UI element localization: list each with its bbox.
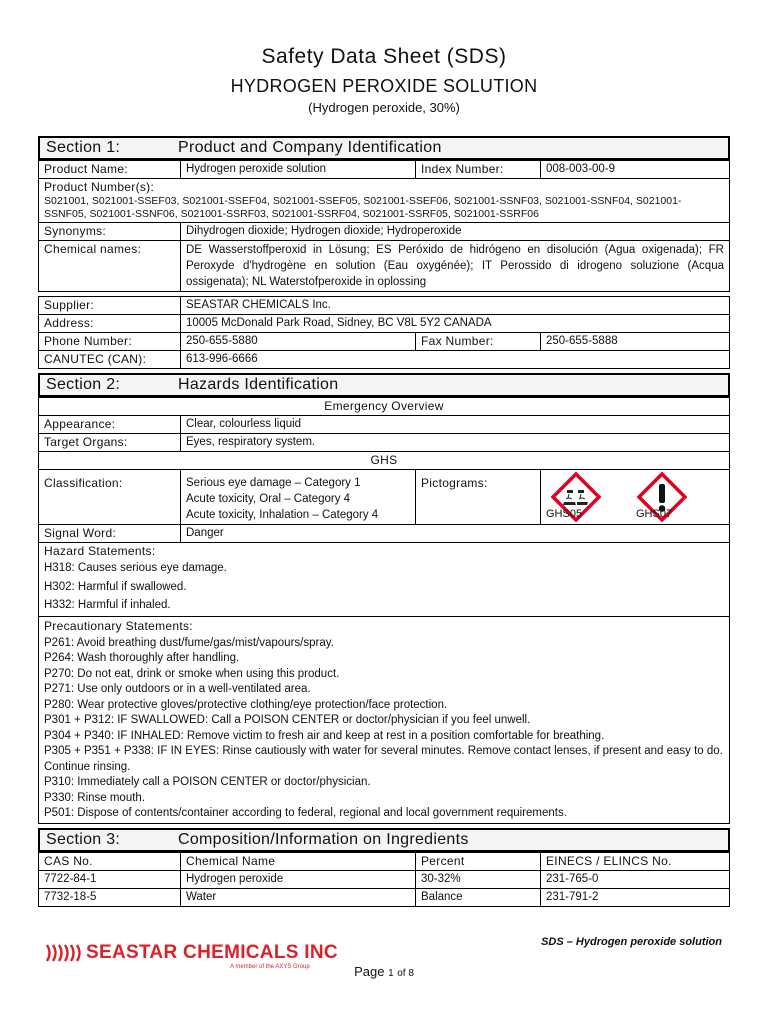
statement-text: IF INHALED: Remove victim to fresh air and keep at rest in a position comfortable for breathing. (114, 729, 605, 742)
precautionary-statement (44, 744, 724, 775)
field-label: CANUTEC (CAN): (39, 351, 181, 369)
hazard-statement (44, 559, 724, 578)
table-row (39, 888, 730, 906)
table-row (39, 315, 730, 333)
pictograms-cell (541, 470, 730, 525)
pictogram-code: GHS07 (636, 508, 673, 520)
column-header: EINECS / ELINCS No. (541, 852, 730, 870)
statement-text: Dispose of contents/container according to federal, regional and local government requirements. (74, 807, 567, 819)
statement-text: Wash thoroughly after handling. (74, 652, 240, 664)
cas-number: 7722-84-1 (39, 870, 181, 888)
company-name: SEASTAR CHEMICALS INC (86, 942, 338, 963)
section-title: Hazards Identification (178, 376, 339, 393)
section-3-header (38, 828, 730, 852)
synonyms-value: Dihydrogen dioxide; Hydrogen dioxide; Hydroperoxide (181, 223, 730, 241)
hazard-statement (44, 596, 724, 615)
statement-code: P264: (44, 652, 75, 664)
statement-text: Immediately call a POISON CENTER or doctor/physician. (74, 776, 371, 788)
precautionary-statement (44, 698, 724, 714)
product-name-value: Hydrogen peroxide solution (181, 161, 416, 179)
table-row (39, 870, 730, 888)
precautionary-statement (44, 806, 724, 822)
table-row (39, 333, 730, 351)
precautionary-statement (44, 791, 724, 807)
einecs-number: 231-791-2 (541, 888, 730, 906)
field-label: Address: (39, 315, 181, 333)
statement-text: Causes serious eye damage. (74, 562, 227, 574)
phone-value: 250-655-5880 (181, 333, 416, 351)
precautionary-statement (44, 729, 724, 745)
table-row (39, 398, 730, 416)
product-heading: HYDROGEN PEROXIDE SOLUTION (230, 76, 538, 96)
classification-item: Acute toxicity, Inhalation – Category 4 (186, 509, 379, 521)
seastar-logo-icon (44, 942, 84, 964)
einecs-number: 231-765-0 (541, 870, 730, 888)
document-title: Safety Data Sheet (SDS) (261, 45, 507, 68)
section-number: Section 2: (46, 376, 121, 393)
section-number: Section 3: (46, 830, 121, 848)
chemical-name: Water (181, 888, 416, 906)
composition-table (38, 852, 730, 907)
document-header (0, 44, 768, 116)
table-row (39, 434, 730, 452)
address-value: 10005 McDonald Park Road, Sidney, BC V8L 5Y2 CANADA (181, 315, 730, 333)
canutec-value: 613-996-6666 (181, 351, 730, 369)
field-label: Fax Number: (416, 333, 541, 351)
chemical-names-value: DE Wasserstoffperoxid in Lösung; ES Peróxido de hidrógeno en disolución (Agua oxigenada); FR Peroxyde d'hydrogène en solution (Eau oxygénée); IT Perossido di idrogeno soluzione (Acqua ossigenata); NL Waterstofperoxide in oplossing (181, 241, 730, 292)
signal-word-value: Danger (181, 525, 730, 543)
statement-text: IF SWALLOWED: Call a POISON CENTER or doctor/physician if you feel unwell. (114, 714, 531, 726)
statement-code: H332: (44, 599, 75, 611)
table-row (39, 297, 730, 315)
product-numbers-cell (39, 179, 730, 223)
document-footer-label: SDS – Hydrogen peroxide solution (541, 936, 722, 948)
table-row (39, 616, 730, 823)
pictogram-code: GHS05 (546, 508, 583, 520)
field-label: Classification: (39, 470, 181, 525)
index-number-value: 008-003-00-9 (541, 161, 730, 179)
table-row (39, 543, 730, 617)
statement-code: H318: (44, 562, 75, 574)
page-number (0, 964, 768, 979)
hazards-table (38, 397, 730, 824)
page-total: of 8 (397, 968, 414, 979)
appearance-value: Clear, colourless liquid (181, 416, 730, 434)
section-number: Section 1: (46, 139, 121, 156)
statement-code: P271: (44, 683, 75, 695)
classification-list (181, 470, 416, 525)
statement-text: Do not eat, drink or smoke when using this product. (74, 667, 340, 680)
statement-code: H302: (44, 580, 75, 593)
hazard-statements-title: Hazard Statements: (44, 544, 156, 558)
precautionary-statement (44, 713, 724, 729)
field-label: Signal Word: (39, 525, 181, 543)
page-current: 1 (388, 968, 394, 979)
precautionary-statement (44, 775, 724, 791)
statement-code: P501: (44, 807, 75, 819)
hazard-statement (44, 578, 724, 597)
section-1-header (38, 136, 730, 160)
field-label: Index Number: (416, 161, 541, 179)
emergency-overview-label: Emergency Overview (39, 398, 730, 416)
target-organs-value: Eyes, respiratory system. (181, 434, 730, 452)
table-row (39, 161, 730, 179)
field-label: Target Organs: (39, 434, 181, 452)
statement-text: IF IN EYES: Rinse cautiously with water for several minutes. Remove contact lenses, if present and easy to do. Continue rinsing. (44, 745, 723, 773)
company-tagline: A member of the AXYS Group (230, 964, 310, 970)
table-row (39, 223, 730, 241)
field-label: Product Name: (39, 161, 181, 179)
field-label: Phone Number: (39, 333, 181, 351)
ghs-label: GHS (39, 452, 730, 470)
precautionary-statements-cell (39, 616, 730, 823)
column-header: Percent (416, 852, 541, 870)
precautionary-statements-title: Precautionary Statements: (44, 618, 193, 633)
table-header-row (39, 852, 730, 870)
cas-number: 7732-18-5 (39, 888, 181, 906)
fax-value: 250-655-5888 (541, 333, 730, 351)
section-title: Product and Company Identification (178, 139, 442, 156)
statement-text: Rinse mouth. (74, 791, 146, 804)
concentration-note: (Hydrogen peroxide, 30%) (308, 100, 460, 115)
statement-code: P330: (44, 791, 75, 804)
statement-code: P270: (44, 667, 75, 680)
supplier-value: SEASTAR CHEMICALS Inc. (181, 297, 730, 315)
field-label: Supplier: (39, 297, 181, 315)
statement-text: Harmful if inhaled. (74, 599, 171, 611)
field-label: Product Number(s): (44, 180, 155, 194)
precautionary-statement (44, 667, 724, 683)
precautionary-statement (44, 651, 724, 667)
column-header: CAS No. (39, 852, 181, 870)
hazard-statements-cell (39, 543, 730, 617)
field-label: Appearance: (39, 416, 181, 434)
percent: 30-32% (416, 870, 541, 888)
product-identification-table (38, 160, 730, 292)
statement-code: P304 + P340: (44, 729, 115, 742)
statement-text: Harmful if swallowed. (74, 580, 187, 593)
supplier-table (38, 296, 730, 369)
table-row (39, 179, 730, 223)
statement-code: P301 + P312: (44, 714, 115, 726)
classification-item: Acute toxicity, Oral – Category 4 (186, 493, 351, 505)
page-word: Page (354, 964, 385, 979)
chemical-name: Hydrogen peroxide (181, 870, 416, 888)
precautionary-statement (44, 636, 724, 652)
field-label: Synonyms: (39, 223, 181, 241)
statement-text: Avoid breathing dust/fume/gas/mist/vapours/spray. (74, 636, 334, 649)
percent: Balance (416, 888, 541, 906)
statement-code: P310: (44, 776, 75, 788)
table-row (39, 241, 730, 292)
statement-text: Use only outdoors or in a well-ventilated area. (74, 683, 311, 695)
field-label: Chemical names: (39, 241, 181, 292)
table-row (39, 470, 730, 525)
field-label: Pictograms: (416, 470, 541, 525)
table-row (39, 525, 730, 543)
table-row (39, 416, 730, 434)
column-header: Chemical Name (181, 852, 416, 870)
statement-text: Wear protective gloves/protective clothing/eye protection/face protection. (74, 698, 448, 711)
precautionary-statement (44, 682, 724, 698)
product-numbers-value: S021001, S021001-SSEF03, S021001-SSEF04, S021001-SSEF05, S021001-SSEF06, S021001-SSNF03, S021001-SSNF04, S021001-SSNF05, S021001-SSNF06, S021001-SSRF03, S021001-SSRF04, S021001-SSRF05, S021001-SSRF06 (44, 195, 682, 220)
section-2-header (38, 373, 730, 397)
classification-item: Serious eye damage – Category 1 (186, 477, 361, 489)
section-title: Composition/Information on Ingredients (178, 830, 469, 848)
table-row (39, 351, 730, 369)
statement-code: P305 + P351 + P338: (44, 745, 154, 757)
sds-content (38, 136, 730, 907)
table-row (39, 452, 730, 470)
statement-code: P280: (44, 698, 75, 711)
statement-code: P261: (44, 636, 75, 649)
